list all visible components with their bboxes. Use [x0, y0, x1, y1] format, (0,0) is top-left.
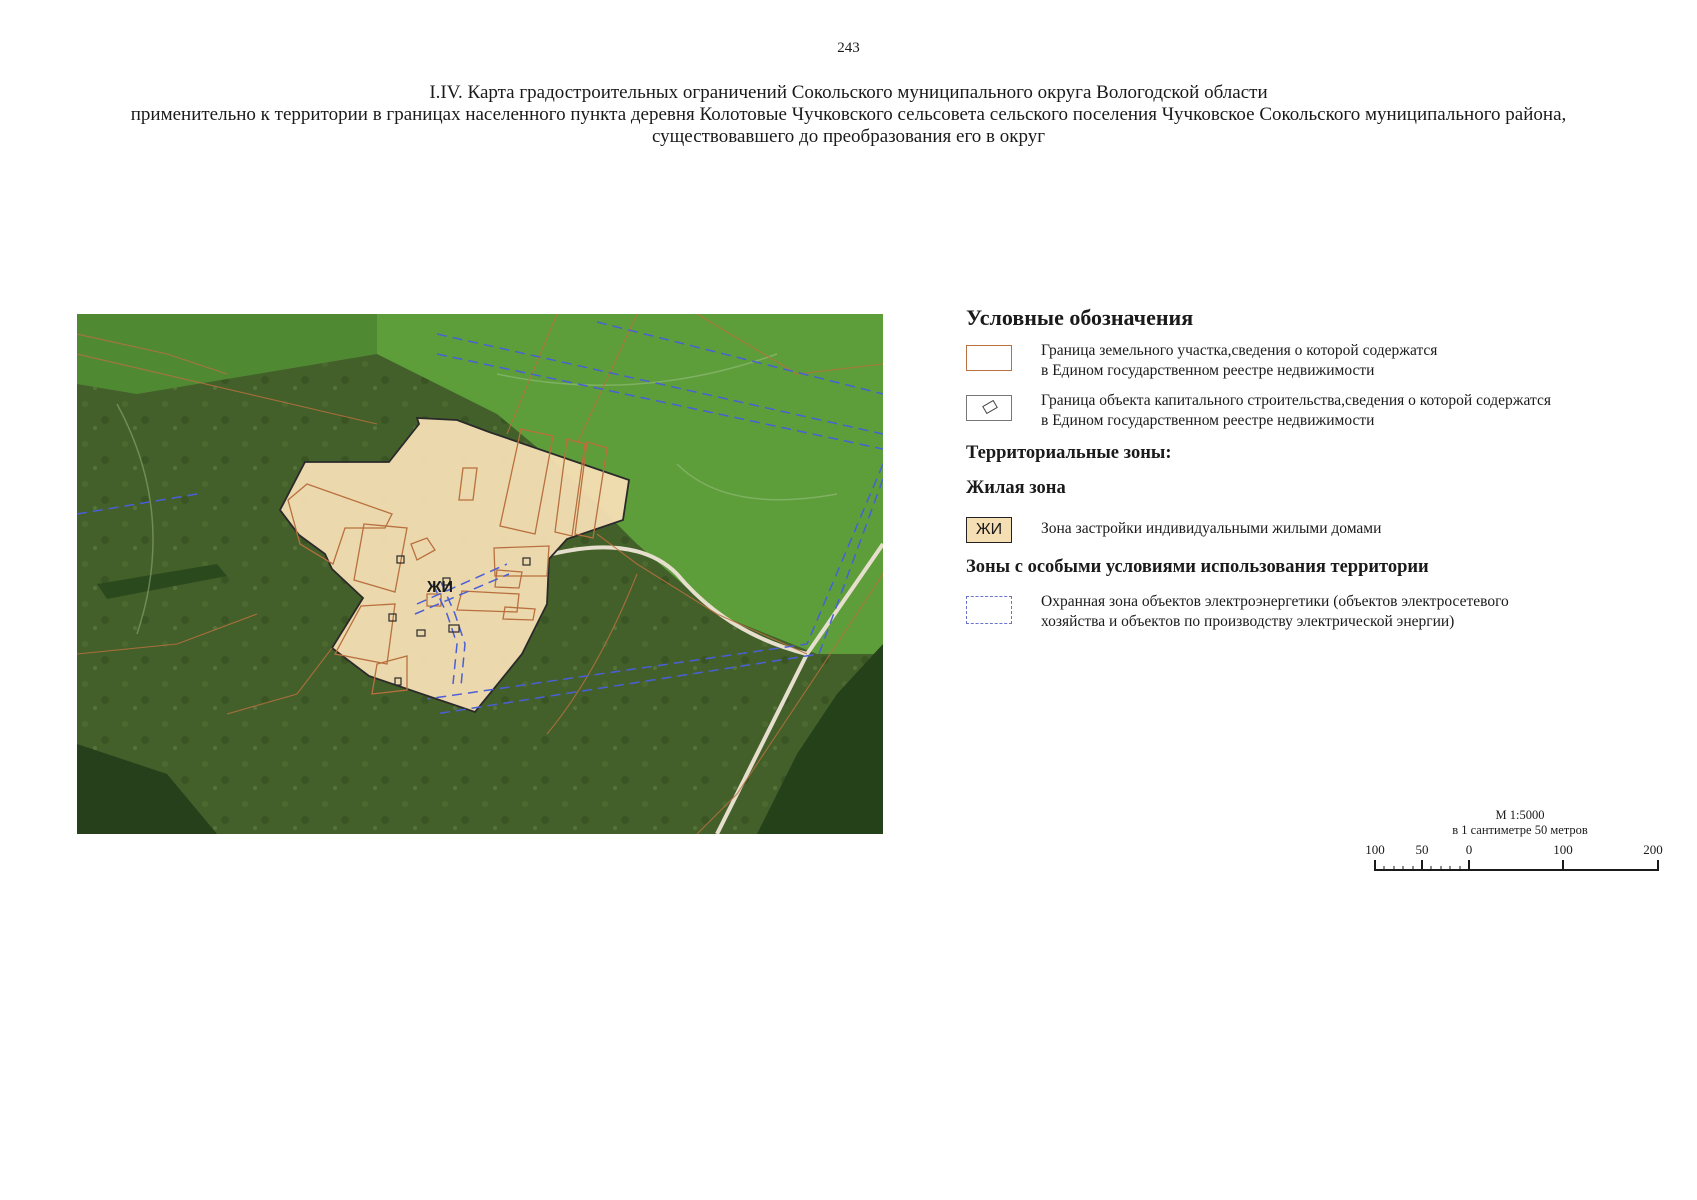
legend-item-residential: [966, 513, 1666, 549]
scale-tick-label: 200: [1643, 842, 1663, 857]
satellite-map[interactable]: [77, 314, 883, 834]
legend-text-line: Зона застройки индивидуальными жилыми домами: [1041, 520, 1382, 537]
legend-text-line: хозяйства и объектов по производству электрической энергии): [1041, 613, 1455, 630]
legend-text-line: Граница объекта капитального строительства,сведения о которой содержатся: [1041, 392, 1551, 409]
legend-text-line: Охранная зона объектов электроэнергетики (объектов электросетевого: [1041, 593, 1509, 610]
title-line-3: существовавшего до преобразования его в округ: [651, 126, 1046, 147]
scale-description: в 1 сантиметре 50 метров: [1452, 823, 1588, 837]
scale-ruler: [1370, 858, 1670, 880]
legend-text-line: Граница земельного участка,сведения о которой содержатся: [1041, 342, 1438, 359]
title-line-2: применительно к территории в границах населенного пункта деревня Колотовые Чучковского сельсовета сельского поселения Чучковское Сокольского муниципального района,: [130, 104, 1567, 125]
legend-item-parcel: [966, 341, 1666, 385]
scale-tick-label: 0: [1465, 842, 1473, 857]
title-line-1: I.IV. Карта градостроительных ограничений Сокольского муниципального округа Вологодской области: [429, 82, 1268, 103]
legend-item-protection-zone: [966, 592, 1666, 636]
legend: [966, 305, 1666, 642]
legend-text-line: в Едином государственном реестре недвижимости: [1041, 412, 1375, 429]
zone-label-zhi: ЖИ: [427, 579, 453, 596]
scale-ratio: М 1:5000: [1495, 808, 1545, 822]
residential-zone-swatch: ЖИ: [966, 517, 1012, 543]
page-number: 243: [837, 40, 860, 56]
scale-tick-label: 100: [1553, 842, 1573, 857]
residential-zone-heading: Жилая зона: [966, 478, 1066, 498]
dashed-boundary-swatch: [966, 596, 1012, 624]
building-icon: [967, 396, 1011, 420]
parcel-boundary-swatch: [966, 345, 1012, 371]
legend-text-line: в Едином государственном реестре недвижимости: [1041, 362, 1375, 379]
legend-title: Условные обозначения: [966, 305, 1194, 330]
legend-item-building: [966, 391, 1666, 435]
territorial-zones-heading: Территориальные зоны:: [966, 443, 1172, 463]
scale-bar: [1365, 808, 1670, 868]
special-zones-heading: Зоны с особыми условиями использования территории: [966, 557, 1429, 577]
building-boundary-swatch: [966, 395, 1012, 421]
map-svg: [77, 314, 883, 834]
scale-tick-label: 100: [1365, 842, 1385, 857]
scale-tick-label: 50: [1415, 842, 1429, 857]
map-title: [40, 82, 1657, 148]
